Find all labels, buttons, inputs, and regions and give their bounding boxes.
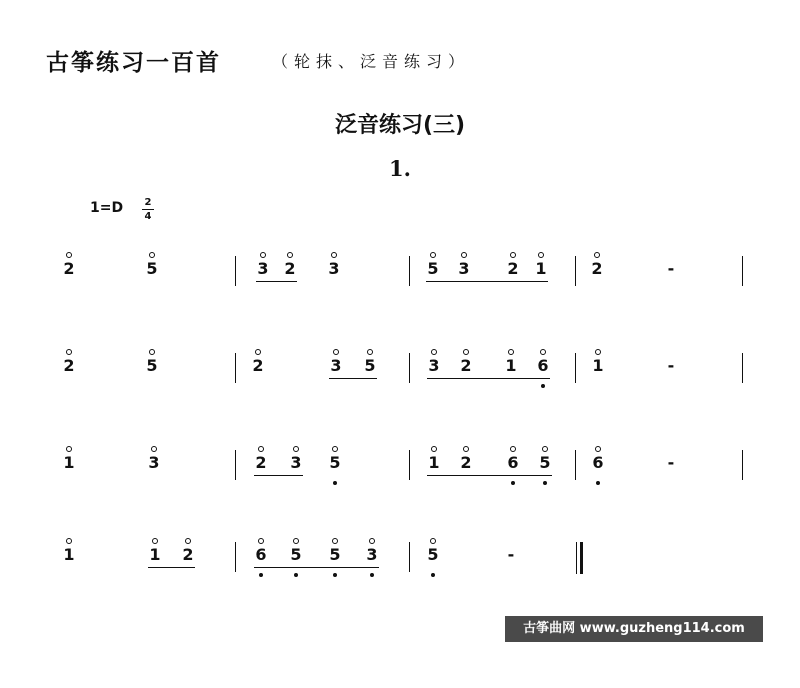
- note: 1: [505, 356, 517, 375]
- hold-dash: -: [667, 453, 675, 472]
- low-octave-dot: [333, 573, 337, 577]
- bar-line: [575, 450, 576, 480]
- note: 2: [507, 259, 519, 278]
- note: 5: [146, 259, 158, 278]
- eighth-note-underline: [427, 475, 552, 476]
- piece-title: 泛音练习(三): [334, 113, 466, 138]
- harmonic-circle: [151, 446, 157, 452]
- harmonic-circle: [333, 349, 339, 355]
- harmonic-circle: [293, 538, 299, 544]
- site-watermark: 古筝曲网 www.guzheng114.com: [505, 616, 763, 642]
- note: 1: [592, 356, 604, 375]
- harmonic-circle: [293, 446, 299, 452]
- note: 3: [148, 453, 160, 472]
- harmonic-circle: [331, 252, 337, 258]
- note: 3: [330, 356, 342, 375]
- harmonic-circle: [149, 349, 155, 355]
- book-subtitle: （轮抹、泛音练习）: [272, 52, 471, 71]
- bar-line: [235, 542, 236, 572]
- harmonic-circle: [540, 349, 546, 355]
- harmonic-circle: [149, 252, 155, 258]
- harmonic-circle: [255, 349, 261, 355]
- hold-dash: -: [667, 259, 675, 278]
- note: 5: [329, 453, 341, 472]
- note: 1: [63, 453, 75, 472]
- harmonic-circle: [66, 252, 72, 258]
- book-title: 古筝练习一百首: [46, 50, 221, 76]
- bar-line: [235, 353, 236, 383]
- bar-line: [409, 542, 410, 572]
- low-octave-dot: [333, 481, 337, 485]
- note: 2: [460, 453, 472, 472]
- bar-line: [742, 256, 743, 286]
- harmonic-circle: [461, 252, 467, 258]
- eighth-note-underline: [426, 281, 548, 282]
- harmonic-circle: [258, 538, 264, 544]
- low-octave-dot: [294, 573, 298, 577]
- piece-number: 1.: [389, 156, 411, 181]
- note: 1: [535, 259, 547, 278]
- bar-line: [409, 450, 410, 480]
- note: 5: [539, 453, 551, 472]
- bar-line: [235, 450, 236, 480]
- note: 6: [255, 545, 267, 564]
- harmonic-circle: [66, 446, 72, 452]
- harmonic-circle: [595, 446, 601, 452]
- note: 2: [460, 356, 472, 375]
- harmonic-circle: [431, 349, 437, 355]
- low-octave-dot: [431, 573, 435, 577]
- bar-line: [575, 353, 576, 383]
- harmonic-circle: [152, 538, 158, 544]
- harmonic-circle: [538, 252, 544, 258]
- low-octave-dot: [596, 481, 600, 485]
- harmonic-circle: [258, 446, 264, 452]
- note: 2: [591, 259, 603, 278]
- bar-line: [742, 353, 743, 383]
- low-octave-dot: [543, 481, 547, 485]
- note: 3: [257, 259, 269, 278]
- harmonic-circle: [510, 446, 516, 452]
- note: 5: [329, 545, 341, 564]
- eighth-note-underline: [427, 378, 550, 379]
- time-signature-numerator: 2: [144, 197, 152, 208]
- note: 2: [63, 356, 75, 375]
- harmonic-circle: [595, 349, 601, 355]
- note: 3: [328, 259, 340, 278]
- note: 2: [63, 259, 75, 278]
- harmonic-circle: [431, 446, 437, 452]
- low-octave-dot: [370, 573, 374, 577]
- note: 1: [63, 545, 75, 564]
- eighth-note-underline: [148, 567, 195, 568]
- harmonic-circle: [369, 538, 375, 544]
- note: 3: [290, 453, 302, 472]
- note: 5: [364, 356, 376, 375]
- note: 6: [592, 453, 604, 472]
- key-signature: 1=D: [90, 200, 124, 216]
- note: 5: [146, 356, 158, 375]
- note: 3: [366, 545, 378, 564]
- note: 6: [507, 453, 519, 472]
- harmonic-circle: [66, 349, 72, 355]
- low-octave-dot: [511, 481, 515, 485]
- harmonic-circle: [287, 252, 293, 258]
- note: 1: [428, 453, 440, 472]
- harmonic-circle: [430, 252, 436, 258]
- final-bar-line: [576, 542, 577, 574]
- hold-dash: -: [507, 545, 515, 564]
- harmonic-circle: [185, 538, 191, 544]
- hold-dash: -: [667, 356, 675, 375]
- harmonic-circle: [463, 446, 469, 452]
- bar-line: [575, 256, 576, 286]
- note: 2: [255, 453, 267, 472]
- eighth-note-underline: [254, 475, 303, 476]
- note: 3: [428, 356, 440, 375]
- harmonic-circle: [332, 538, 338, 544]
- note: 2: [252, 356, 264, 375]
- note: 2: [284, 259, 296, 278]
- bar-line: [409, 256, 410, 286]
- bar-line: [742, 450, 743, 480]
- harmonic-circle: [594, 252, 600, 258]
- note: 5: [290, 545, 302, 564]
- harmonic-circle: [66, 538, 72, 544]
- harmonic-circle: [510, 252, 516, 258]
- harmonic-circle: [430, 538, 436, 544]
- note: 6: [537, 356, 549, 375]
- note: 1: [149, 545, 161, 564]
- low-octave-dot: [541, 384, 545, 388]
- harmonic-circle: [332, 446, 338, 452]
- note: 5: [427, 259, 439, 278]
- eighth-note-underline: [256, 281, 297, 282]
- eighth-note-underline: [329, 378, 377, 379]
- harmonic-circle: [367, 349, 373, 355]
- low-octave-dot: [259, 573, 263, 577]
- harmonic-circle: [463, 349, 469, 355]
- note: 5: [427, 545, 439, 564]
- eighth-note-underline: [254, 567, 379, 568]
- final-bar-line: [580, 542, 583, 574]
- bar-line: [235, 256, 236, 286]
- time-signature-denominator: 4: [144, 211, 152, 222]
- note: 3: [458, 259, 470, 278]
- harmonic-circle: [260, 252, 266, 258]
- harmonic-circle: [508, 349, 514, 355]
- bar-line: [409, 353, 410, 383]
- note: 2: [182, 545, 194, 564]
- harmonic-circle: [542, 446, 548, 452]
